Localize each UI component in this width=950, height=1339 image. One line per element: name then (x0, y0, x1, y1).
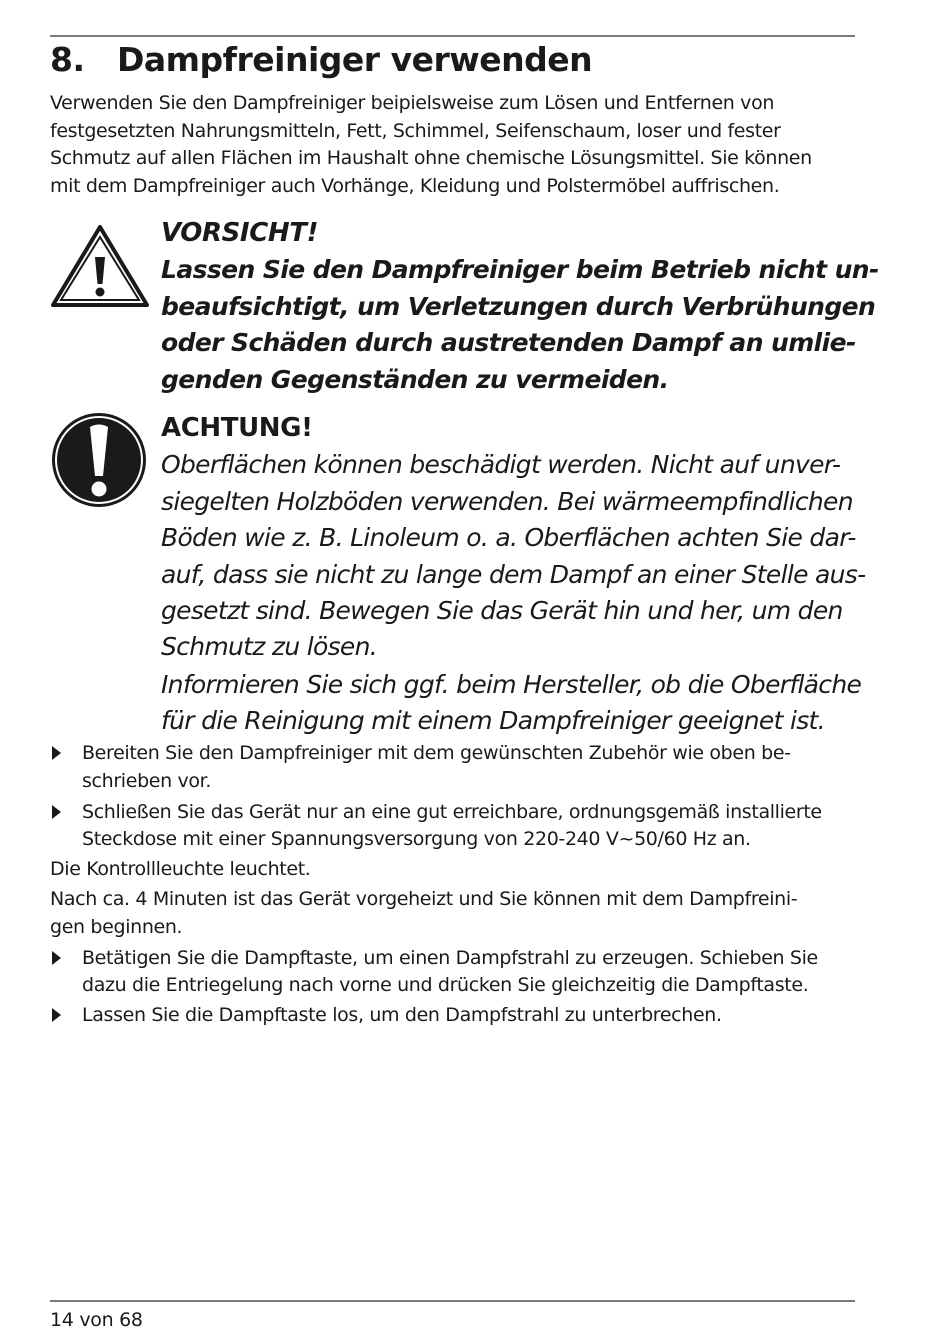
top-rule (50, 35, 855, 37)
section-number: 8. (50, 40, 85, 79)
caution-title: VORSICHT! (161, 218, 319, 248)
step-line: Betätigen Sie die Dampftaste, um einen Dampfstrahl zu erzeugen. Schieben Sie (82, 947, 818, 969)
attention-line: siegelten Holzböden verwenden. Bei wärmeempfindlichen (161, 487, 853, 516)
triangle-bullet-icon (52, 1008, 61, 1022)
attention-line: Schmutz zu lösen. (161, 632, 377, 661)
step-line: schrieben vor. (82, 770, 212, 792)
result-line: Nach ca. 4 Minuten ist das Gerät vorgeheizt und Sie können mit dem Dampfreini- (50, 888, 798, 910)
caution-line: Lassen Sie den Dampfreiniger beim Betrieb nicht un- (161, 255, 879, 284)
section-heading (50, 40, 592, 79)
intro-line: mit dem Dampfreiniger auch Vorhänge, Kleidung und Polstermöbel auffrischen. (50, 175, 780, 197)
exclamation-circle-icon (50, 411, 148, 509)
attention-line: Böden wie z. B. Linoleum o. a. Oberflächen achten Sie dar- (161, 523, 856, 552)
result-line: gen beginnen. (50, 916, 183, 938)
step-line: dazu die Entriegelung nach vorne und drücken Sie gleichzeitig die Dampftaste. (82, 974, 809, 996)
step-line: Schließen Sie das Gerät nur an eine gut erreichbare, ordnungsgemäß installierte (82, 801, 822, 823)
triangle-bullet-icon (52, 746, 61, 760)
attention-line: Informieren Sie sich ggf. beim Hersteller, ob die Oberfläche (161, 670, 862, 699)
attention-line: Oberflächen können beschädigt werden. Nicht auf unver- (161, 450, 841, 479)
intro-line: festgesetzten Nahrungsmitteln, Fett, Schimmel, Seifenschaum, loser und fester (50, 120, 781, 142)
step-line: Bereiten Sie den Dampfreiniger mit dem gewünschten Zubehör wie oben be- (82, 742, 791, 764)
section-title: Dampfreiniger verwenden (117, 40, 593, 79)
caution-line: beaufsichtigt, um Verletzungen durch Verbrühungen (161, 292, 876, 321)
attention-title: ACHTUNG! (161, 413, 313, 443)
page-number: 14 von 68 (50, 1309, 143, 1331)
step-line: Lassen Sie die Dampftaste los, um den Dampfstrahl zu unterbrechen. (82, 1004, 722, 1026)
result-line: Die Kontrollleuchte leuchtet. (50, 858, 311, 880)
caution-line: oder Schäden durch austretenden Dampf an umlie- (161, 328, 856, 357)
caution-line: genden Gegenständen zu vermeiden. (161, 365, 669, 394)
triangle-bullet-icon (52, 951, 61, 965)
bottom-rule (50, 1300, 855, 1302)
triangle-bullet-icon (52, 805, 61, 819)
intro-line: Schmutz auf allen Flächen im Haushalt ohne chemische Lösungsmittel. Sie können (50, 147, 812, 169)
warning-triangle-icon (50, 224, 150, 308)
attention-line: für die Reinigung mit einem Dampfreiniger geeignet ist. (161, 706, 825, 735)
attention-line: gesetzt sind. Bewegen Sie das Gerät hin und her, um den (161, 596, 843, 625)
step-line: Steckdose mit einer Spannungsversorgung von 220-240 V~50/60 Hz an. (82, 828, 751, 850)
intro-line: Verwenden Sie den Dampfreiniger beipielsweise zum Lösen und Entfernen von (50, 92, 775, 114)
attention-line: auf, dass sie nicht zu lange dem Dampf an einer Stelle aus- (161, 560, 866, 589)
